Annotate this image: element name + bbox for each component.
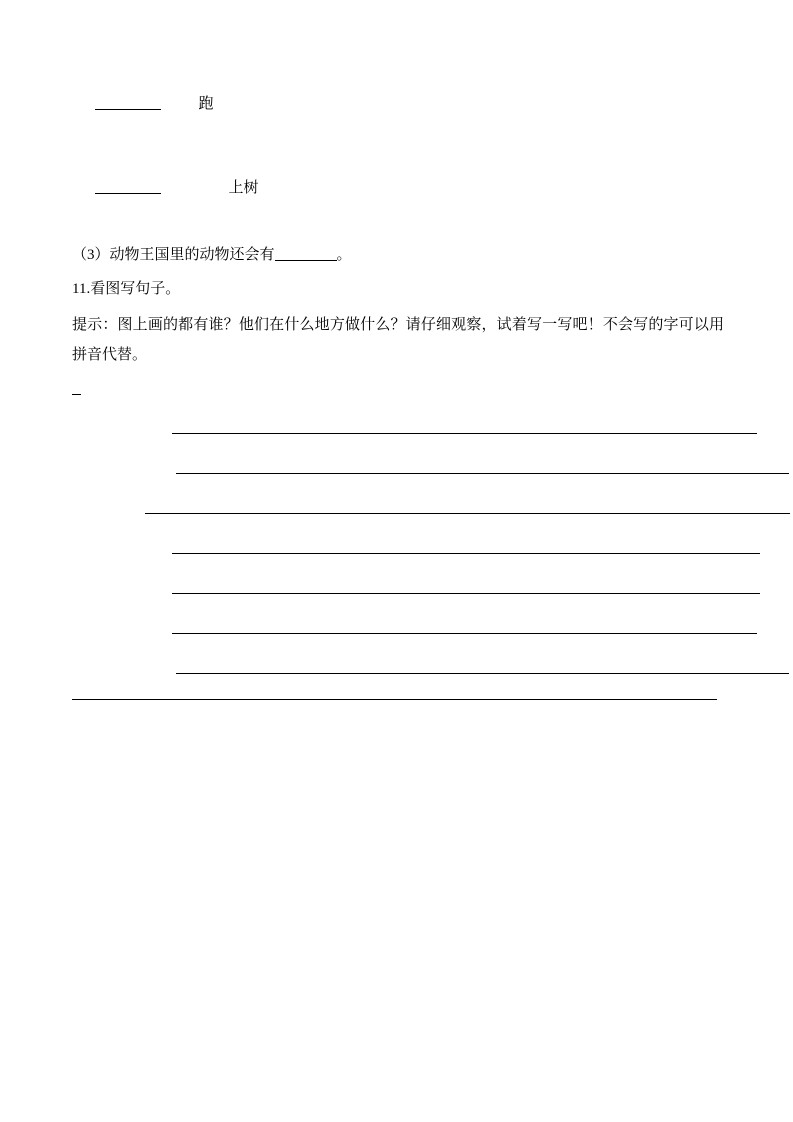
section-divider [72,699,717,700]
question-11-title: 11.看图写句子。 [72,281,181,297]
answer-start-tick [72,394,81,395]
question-11-hint: 提示：图上画的都有谁？他们在什么地方做什么？请仔细观察，试着写一写吧！不会写的字可以用拼音代替。 [72,317,724,363]
answer-line[interactable] [145,513,790,514]
document-content [72,62,722,708]
word-run: 跑 [198,96,214,112]
answer-line[interactable] [172,633,757,634]
question-3-suffix: 。 [336,247,352,263]
question-3 [72,240,722,270]
answer-writing-area[interactable] [72,388,722,708]
fill-in-row-climb [72,146,722,230]
fill-in-row-run [72,62,722,146]
answer-line[interactable] [172,593,760,594]
answer-line[interactable] [176,473,789,474]
word-climb-tree: 上树 [228,180,259,196]
blank-line[interactable] [95,179,161,194]
blank-line[interactable] [275,246,337,261]
answer-line[interactable] [176,673,789,674]
blank-line[interactable] [95,95,161,110]
answer-line[interactable] [172,433,757,434]
answer-line[interactable] [172,553,760,554]
question-3-prefix: （3）动物王国里的动物还会有 [72,247,275,263]
